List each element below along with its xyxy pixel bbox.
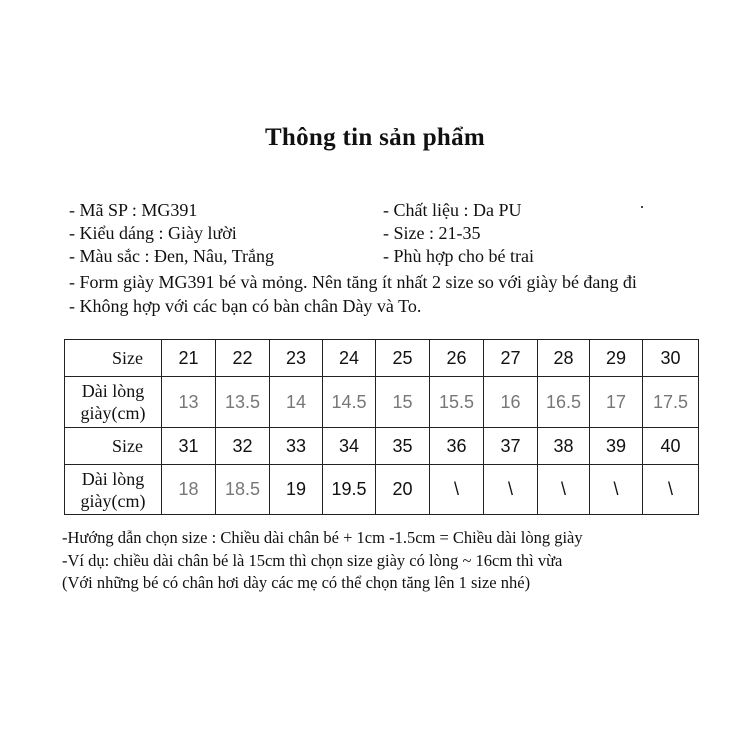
length-header-line-2: giày(cm) — [80, 403, 146, 423]
size-cell: 25 — [376, 340, 430, 377]
size-cell: 26 — [430, 340, 484, 377]
size-cell: 34 — [323, 428, 376, 465]
length-cell: 16 — [484, 377, 538, 428]
material: - Chất liệu : Da PU — [383, 200, 522, 220]
length-header-line-1: Dài lòng — [81, 381, 145, 401]
colors: - Màu sắc : Đen, Nâu, Trắng — [69, 246, 274, 266]
decorative-dot — [641, 206, 643, 208]
size-guide: -Hướng dẫn chọn size : Chiều dài chân bé + 1cm -1.5cm = Chiều dài lòng giày — [62, 528, 583, 547]
length-cell: 14 — [270, 377, 323, 428]
size-row-1 — [65, 340, 699, 377]
length-header-line-2: giày(cm) — [80, 490, 146, 511]
size-range: - Size : 21-35 — [383, 223, 481, 243]
size-cell: 37 — [484, 428, 538, 465]
length-header — [65, 377, 162, 428]
length-row-2 — [65, 465, 699, 515]
length-header — [65, 465, 162, 515]
length-cell: \ — [590, 465, 643, 515]
length-row-1 — [65, 377, 699, 428]
size-cell: 31 — [162, 428, 216, 465]
product-code: - Mã SP : MG391 — [69, 200, 198, 220]
size-cell: 23 — [270, 340, 323, 377]
length-cell: \ — [430, 465, 484, 515]
length-cell: 15.5 — [430, 377, 484, 428]
form-note: - Form giày MG391 bé và mỏng. Nên tăng ít nhất 2 size so với giày bé đang đi — [69, 272, 637, 292]
page-title: Thông tin sản phẩm — [264, 124, 486, 151]
length-cell: 19 — [270, 465, 323, 515]
size-cell: 32 — [216, 428, 270, 465]
length-cell: \ — [484, 465, 538, 515]
size-cell: 27 — [484, 340, 538, 377]
size-cell: 24 — [323, 340, 376, 377]
size-row-2 — [65, 428, 699, 465]
size-cell: 40 — [643, 428, 699, 465]
size-cell: 33 — [270, 428, 323, 465]
size-cell: 22 — [216, 340, 270, 377]
length-cell: 15 — [376, 377, 430, 428]
size-cell: 36 — [430, 428, 484, 465]
size-table — [64, 339, 699, 515]
size-cell: 21 — [162, 340, 216, 377]
size-cell: 29 — [590, 340, 643, 377]
fit-note: - Không hợp với các bạn có bàn chân Dày và To. — [69, 296, 422, 316]
size-cell: 30 — [643, 340, 699, 377]
length-cell: 16.5 — [538, 377, 590, 428]
size-example: -Ví dụ: chiều dài chân bé là 15cm thì chọn size giày có lòng ~ 16cm thì vừa — [62, 551, 563, 570]
length-cell: 20 — [376, 465, 430, 515]
length-cell: 18 — [162, 465, 216, 515]
length-cell: \ — [538, 465, 590, 515]
length-cell: 14.5 — [323, 377, 376, 428]
length-cell: 17.5 — [643, 377, 699, 428]
style: - Kiểu dáng : Giày lười — [69, 223, 237, 243]
thick-foot-note: (Với những bé có chân hơi dày các mẹ có thể chọn tăng lên 1 size nhé) — [62, 573, 531, 592]
size-header: Size — [65, 340, 162, 377]
length-cell: \ — [643, 465, 699, 515]
size-cell: 38 — [538, 428, 590, 465]
length-header-line-1: Dài lòng — [81, 468, 145, 489]
size-header: Size — [65, 428, 162, 465]
length-cell: 18.5 — [216, 465, 270, 515]
length-cell: 17 — [590, 377, 643, 428]
length-cell: 13 — [162, 377, 216, 428]
suitable-for: - Phù hợp cho bé trai — [383, 246, 534, 266]
size-cell: 39 — [590, 428, 643, 465]
length-cell: 19.5 — [323, 465, 376, 515]
size-cell: 35 — [376, 428, 430, 465]
length-cell: 13.5 — [216, 377, 270, 428]
size-cell: 28 — [538, 340, 590, 377]
